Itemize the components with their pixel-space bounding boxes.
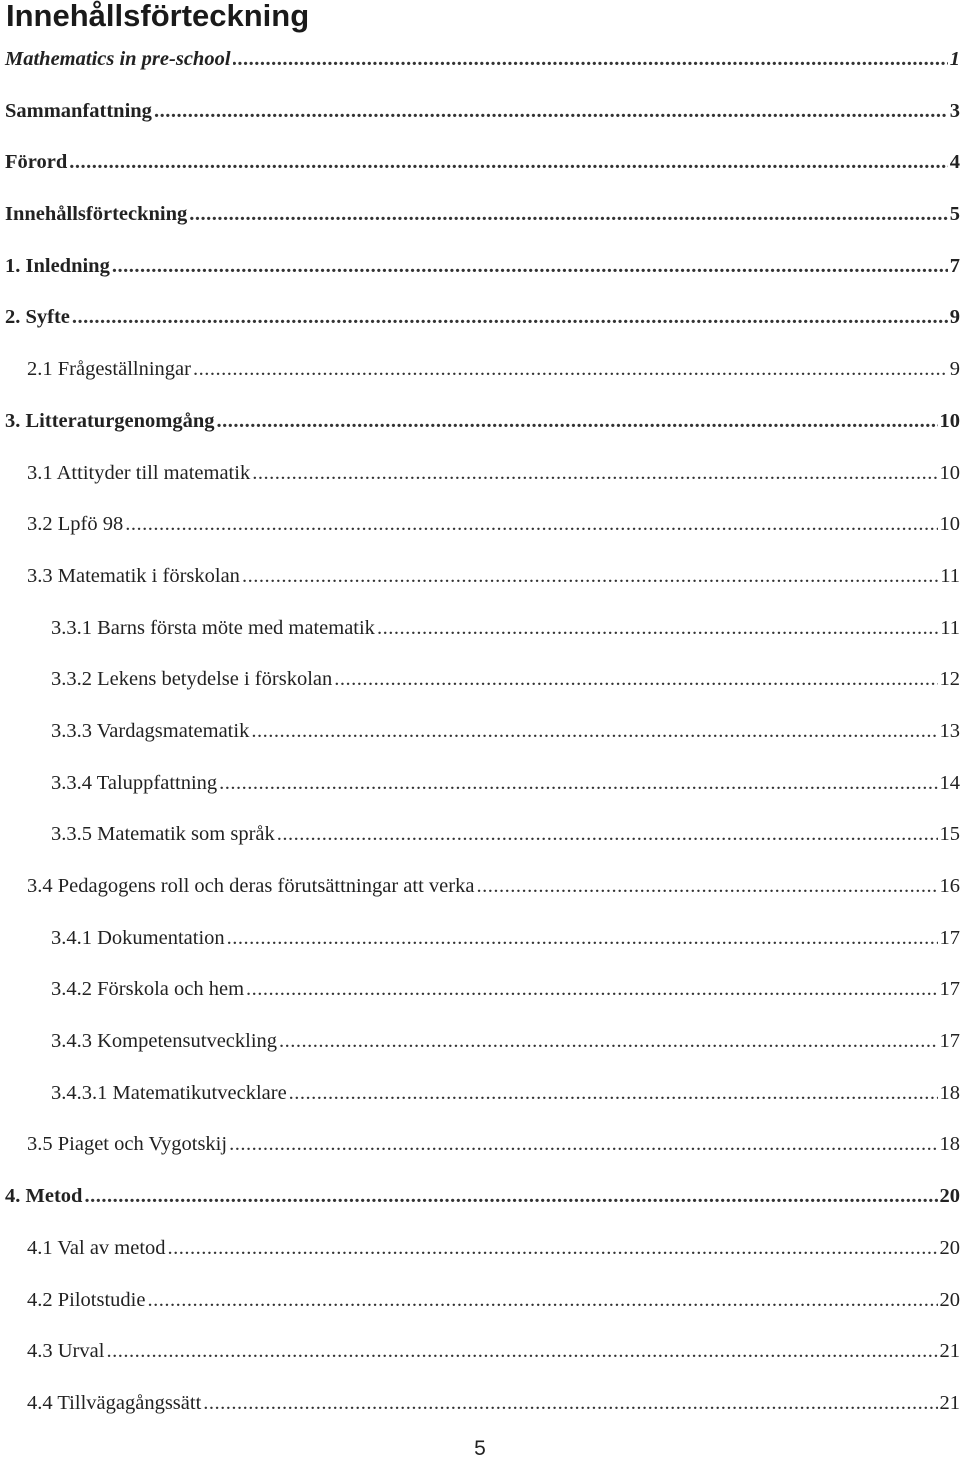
toc-entry-page: 21 xyxy=(939,1391,960,1414)
toc-entry-row xyxy=(51,924,960,952)
dot-leader xyxy=(233,45,948,73)
toc-entry-page: 16 xyxy=(939,875,960,897)
toc-entry-label: 3.3.1 Barns första möte med matematik xyxy=(51,616,375,639)
toc-entry[interactable] xyxy=(0,88,960,140)
toc-entry-label: 3.3 Matematik i förskolan xyxy=(27,564,240,587)
toc-entry-page: 4 xyxy=(949,151,960,174)
toc-entry-label: 3.3.4 Taluppfattning xyxy=(51,771,218,794)
toc-entry-page: 21 xyxy=(939,1340,960,1363)
toc-entry-row xyxy=(5,303,960,331)
toc-entry-page: 1 xyxy=(949,48,960,70)
toc-entry-page: 9 xyxy=(949,358,960,381)
toc-entry[interactable] xyxy=(0,863,960,915)
toc-entry-label: 4.3 Urval xyxy=(27,1340,105,1363)
dot-leader xyxy=(279,1027,937,1055)
toc-entry[interactable] xyxy=(0,1070,960,1122)
toc-entry-row xyxy=(51,614,960,642)
toc-entry-page: 17 xyxy=(939,926,960,949)
toc-entry[interactable] xyxy=(0,1121,960,1173)
toc-entry-row xyxy=(51,1027,960,1055)
toc-entry-label: 3.5 Piaget och Vygotskij xyxy=(27,1133,228,1156)
toc-entry-row xyxy=(51,1079,960,1107)
toc-entry-page: 3 xyxy=(949,99,960,122)
toc-entry-label: Mathematics in pre-school xyxy=(5,48,231,70)
toc-entry-label: 3.4 Pedagogens roll och deras förutsättningar att verka xyxy=(27,875,475,897)
toc-entry-page: 20 xyxy=(939,1288,960,1311)
toc-entry[interactable] xyxy=(0,1277,960,1329)
toc-entry-label: 3.4.3.1 Matematikutvecklare xyxy=(51,1081,287,1104)
toc-entry[interactable] xyxy=(0,191,960,243)
toc-entry[interactable] xyxy=(0,294,960,346)
page-title: Innehållsförteckning xyxy=(6,0,310,33)
toc-entry-label: 3.3.5 Matematik som språk xyxy=(51,823,275,846)
dot-leader xyxy=(147,1286,937,1314)
toc-entry-row xyxy=(5,148,960,176)
toc-entry-row xyxy=(5,200,960,228)
toc-entry-page: 9 xyxy=(949,306,960,329)
dot-leader xyxy=(242,562,938,590)
dot-leader xyxy=(106,1337,937,1365)
toc-entry-label: 3.1 Attityder till matematik xyxy=(27,461,251,484)
toc-entry[interactable] xyxy=(0,501,960,553)
toc-entry[interactable] xyxy=(0,398,960,450)
toc-entry[interactable] xyxy=(0,656,960,708)
dot-leader xyxy=(251,717,937,745)
toc-entry[interactable] xyxy=(0,1380,960,1432)
toc-entry-row xyxy=(27,1286,960,1314)
toc-entry-page: 17 xyxy=(939,1030,960,1053)
toc-entry-row xyxy=(51,665,960,693)
toc-entry[interactable] xyxy=(0,1173,960,1225)
dot-leader xyxy=(125,510,937,538)
toc-entry[interactable] xyxy=(0,36,960,88)
dot-leader xyxy=(277,820,938,848)
dot-leader xyxy=(377,614,938,642)
dot-leader xyxy=(334,665,937,693)
toc-entry-page: 20 xyxy=(939,1185,960,1208)
toc-entry[interactable] xyxy=(0,553,960,605)
toc-entry-page: 10 xyxy=(939,513,960,536)
dot-leader xyxy=(203,1389,937,1417)
toc-entry[interactable] xyxy=(0,1018,960,1070)
toc-entry-page: 13 xyxy=(939,719,960,742)
toc-entry-row xyxy=(27,1234,960,1262)
toc-entry-label: 1. Inledning xyxy=(5,254,110,277)
toc-entry-row xyxy=(27,872,960,900)
toc-entry[interactable] xyxy=(0,605,960,657)
toc-entry-label: 3.4.2 Förskola och hem xyxy=(51,978,245,1001)
toc-entry-row xyxy=(51,717,960,745)
toc-entry[interactable] xyxy=(0,760,960,812)
toc-entry-page: 11 xyxy=(940,564,960,587)
toc-entry-page: 15 xyxy=(939,823,960,846)
dot-leader xyxy=(229,1130,937,1158)
dot-leader xyxy=(476,872,937,900)
toc-entry-label: 3.4.3 Kompetensutveckling xyxy=(51,1030,278,1053)
dot-leader xyxy=(246,975,937,1003)
toc-entry-label: 2. Syfte xyxy=(5,306,70,329)
toc-entry-row xyxy=(27,1337,960,1365)
dot-leader xyxy=(72,303,948,331)
toc-entry-page: 14 xyxy=(939,771,960,794)
dot-leader xyxy=(168,1234,938,1262)
dot-leader xyxy=(219,769,937,797)
dot-leader xyxy=(193,355,948,383)
toc-entry-page: 10 xyxy=(939,461,960,484)
toc-entry-label: 2.1 Frågeställningar xyxy=(27,358,191,381)
toc-entry-row xyxy=(5,97,960,125)
toc-entry-row xyxy=(27,1389,960,1417)
toc-entry-label: 3.4.1 Dokumentation xyxy=(51,926,225,949)
toc-entry-page: 7 xyxy=(949,254,960,277)
toc-entry-label: 3.2 Lpfö 98 xyxy=(27,513,124,536)
toc-entry-label: 3.3.2 Lekens betydelse i förskolan xyxy=(51,668,333,691)
toc-entry[interactable] xyxy=(0,708,960,760)
toc-entry-page: 5 xyxy=(949,203,960,226)
toc-entry-label: 3.3.3 Vardagsmatematik xyxy=(51,719,250,742)
toc-entry-row xyxy=(51,820,960,848)
toc-entry-row xyxy=(5,407,960,435)
toc-entry-label: 3. Litteraturgenomgång xyxy=(5,409,215,432)
toc-entry-page: 20 xyxy=(939,1236,960,1259)
dot-leader xyxy=(252,459,937,487)
toc-entry-label: 4. Metod xyxy=(5,1185,83,1208)
toc-entry[interactable] xyxy=(0,811,960,863)
toc-entry-label: Innehållsförteckning xyxy=(5,203,188,226)
toc-entry-label: Förord xyxy=(5,151,68,174)
toc-entry[interactable] xyxy=(0,139,960,191)
dot-leader xyxy=(84,1182,937,1210)
table-of-contents xyxy=(0,36,960,1432)
toc-entry-label: 4.1 Val av metod xyxy=(27,1236,166,1259)
toc-entry-row xyxy=(27,1130,960,1158)
dot-leader xyxy=(112,252,948,280)
toc-entry[interactable] xyxy=(0,1225,960,1277)
toc-entry-label: 4.2 Pilotstudie xyxy=(27,1288,146,1311)
toc-entry-page: 18 xyxy=(939,1133,960,1156)
page-number: 5 xyxy=(474,1437,486,1460)
dot-leader xyxy=(289,1079,938,1107)
toc-entry-row xyxy=(5,45,960,73)
toc-entry-row xyxy=(5,252,960,280)
toc-entry-row xyxy=(27,510,960,538)
toc-entry[interactable] xyxy=(0,450,960,502)
toc-entry[interactable] xyxy=(0,966,960,1018)
toc-entry-row xyxy=(5,1182,960,1210)
toc-entry-page: 11 xyxy=(940,616,960,639)
dot-leader xyxy=(154,97,948,125)
toc-entry[interactable] xyxy=(0,243,960,295)
toc-entry-page: 18 xyxy=(939,1081,960,1104)
toc-entry[interactable] xyxy=(0,346,960,398)
dot-leader xyxy=(217,407,938,435)
toc-entry[interactable] xyxy=(0,1328,960,1380)
toc-entry-row xyxy=(51,769,960,797)
dot-leader xyxy=(227,924,938,952)
toc-entry-row xyxy=(51,975,960,1003)
dot-leader xyxy=(69,148,947,176)
toc-entry-row xyxy=(27,355,960,383)
toc-entry-label: Sammanfattning xyxy=(5,99,152,122)
toc-entry-row xyxy=(27,459,960,487)
toc-entry-page: 17 xyxy=(939,978,960,1001)
toc-entry-page: 12 xyxy=(939,668,960,691)
toc-entry-label: 4.4 Tillvägagångssätt xyxy=(27,1391,202,1414)
toc-entry-page: 10 xyxy=(939,409,960,432)
dot-leader xyxy=(189,200,948,228)
toc-entry[interactable] xyxy=(0,915,960,967)
toc-entry-row xyxy=(27,562,960,590)
